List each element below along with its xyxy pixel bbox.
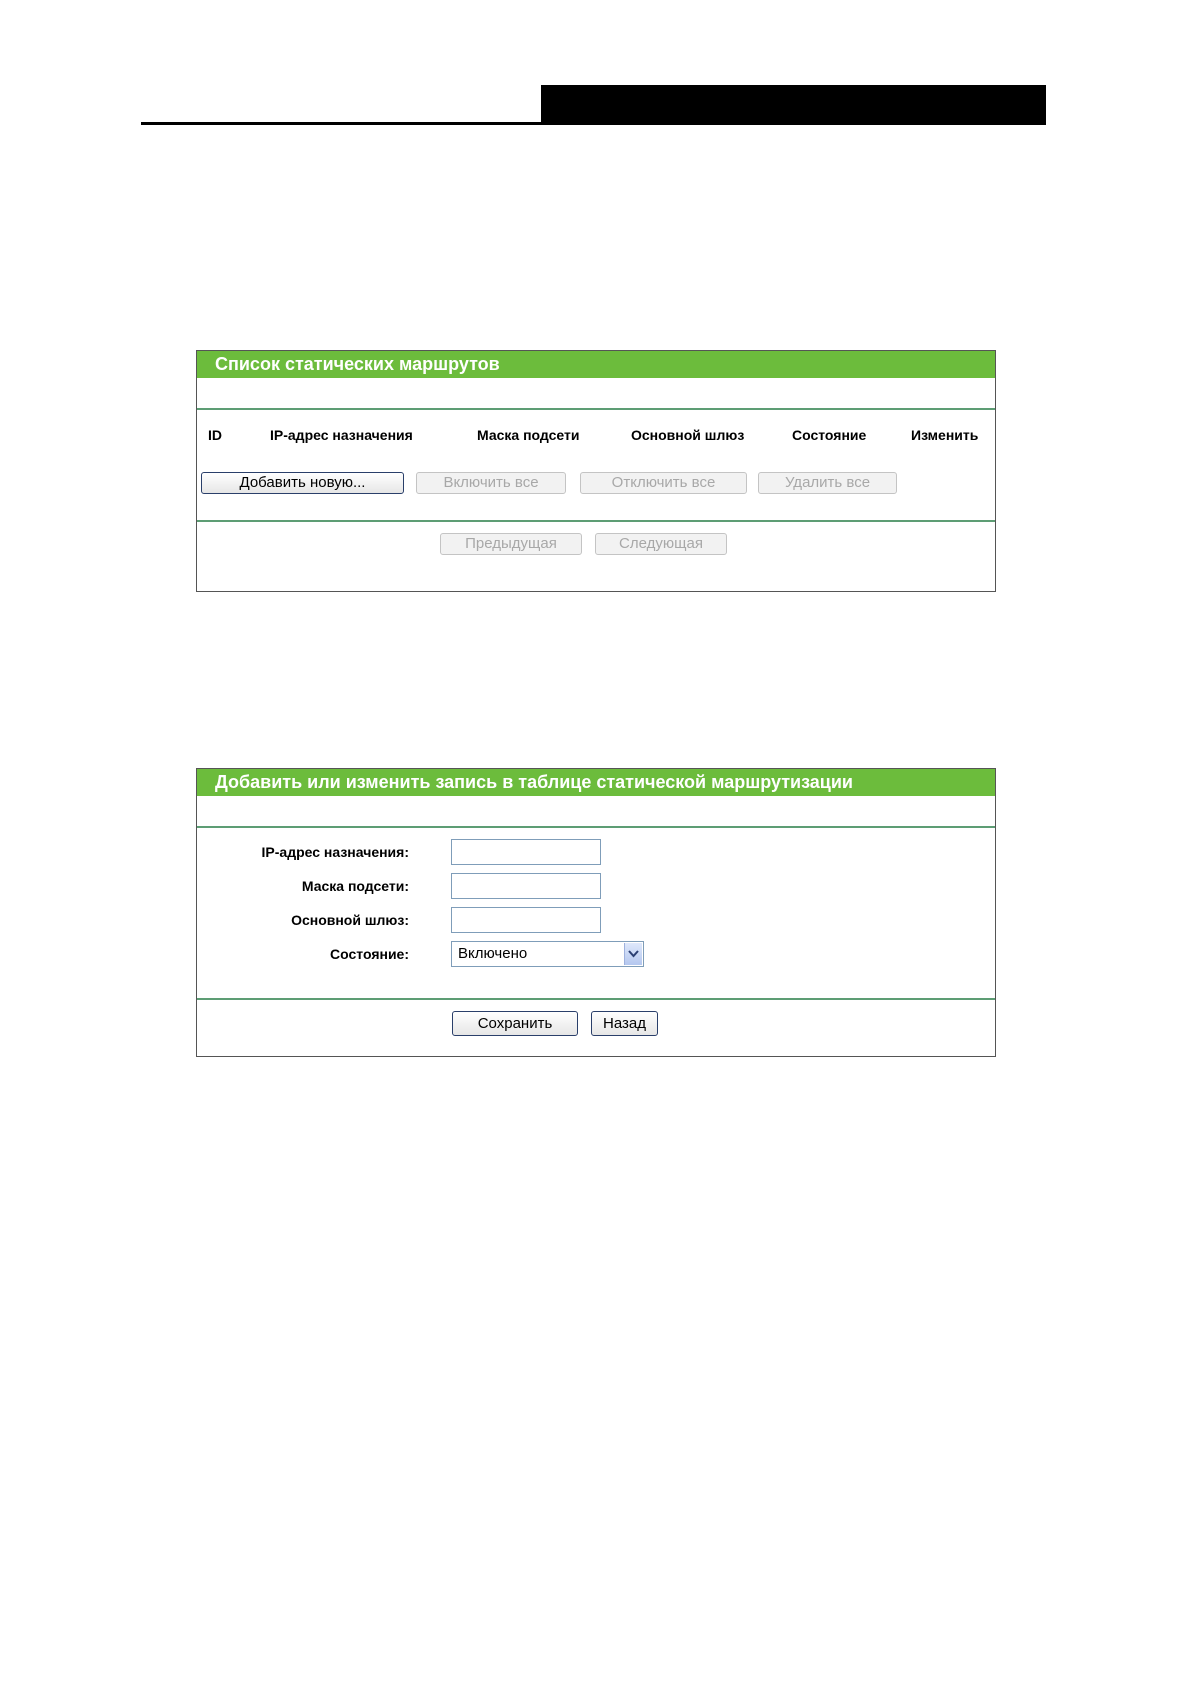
dest-ip-input[interactable] — [451, 839, 601, 865]
routes-actions — [197, 462, 995, 520]
panel-subheader — [197, 796, 995, 828]
column-modify: Изменить — [911, 427, 979, 443]
panel-subheader — [197, 378, 995, 410]
subnet-mask-row — [197, 873, 995, 901]
enable-all-button[interactable]: Включить все — [416, 472, 566, 494]
routes-table-header — [197, 410, 995, 462]
form-actions — [197, 998, 995, 1056]
page-header-rule — [141, 122, 1046, 125]
status-select[interactable] — [451, 941, 644, 967]
dest-ip-row — [197, 839, 995, 867]
chevron-down-icon[interactable] — [624, 943, 642, 965]
delete-all-button[interactable]: Удалить все — [758, 472, 897, 494]
gateway-row — [197, 907, 995, 935]
gateway-label: Основной шлюз: — [291, 912, 409, 928]
dest-ip-label: IP-адрес назначения: — [261, 844, 409, 860]
subnet-mask-input[interactable] — [451, 873, 601, 899]
disable-all-button[interactable]: Отключить все — [580, 472, 747, 494]
status-row — [197, 941, 995, 969]
status-label: Состояние: — [330, 946, 409, 962]
next-page-button[interactable]: Следующая — [595, 533, 727, 555]
subnet-mask-label: Маска подсети: — [301, 878, 409, 894]
column-id: ID — [208, 427, 222, 443]
status-select-value: Включено — [458, 945, 528, 962]
pagination-bar — [197, 520, 995, 570]
page-header-bar — [541, 85, 1046, 125]
column-subnet-mask: Маска подсети — [477, 427, 580, 443]
add-edit-route-panel — [196, 768, 996, 1057]
back-button[interactable]: Назад — [591, 1011, 658, 1036]
static-routes-list-panel — [196, 350, 996, 592]
add-new-button[interactable]: Добавить новую... — [201, 472, 404, 494]
route-form — [197, 828, 995, 998]
save-button[interactable]: Сохранить — [452, 1011, 578, 1036]
column-gateway: Основной шлюз — [631, 427, 745, 443]
panel-title: Список статических маршрутов — [197, 351, 995, 378]
previous-page-button[interactable]: Предыдущая — [440, 533, 582, 555]
panel-title: Добавить или изменить запись в таблице статической маршрутизации — [197, 769, 995, 796]
gateway-input[interactable] — [451, 907, 601, 933]
column-status: Состояние — [792, 427, 867, 443]
column-dest-ip: IP-адрес назначения — [270, 427, 413, 443]
